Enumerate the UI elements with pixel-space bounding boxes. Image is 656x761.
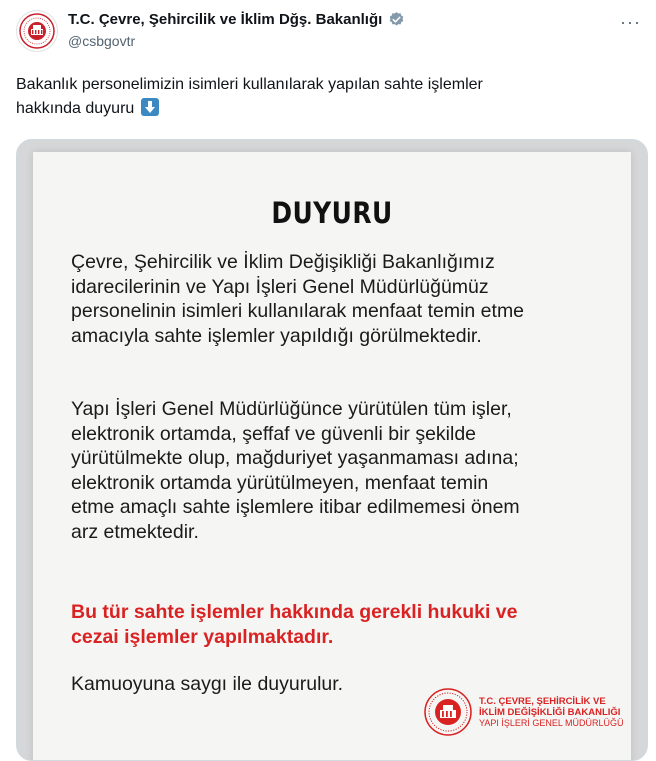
paragraph-line: arz etmektedir. bbox=[71, 520, 199, 543]
paragraph-line: yürütülmekte olup, mağduriyet yaşanmaması adına; bbox=[71, 447, 519, 469]
paragraph-line: etme amaçlı sahte işlemlere itibar edilmemesi önem bbox=[71, 496, 520, 518]
ministry-footer-logo bbox=[423, 687, 624, 737]
footer-line: T.C. ÇEVRE, ŞEHİRCİLİK VE bbox=[479, 695, 606, 707]
account-name-row bbox=[68, 11, 405, 28]
warning-line: Bu tür sahte işlemler hakkında gerekli hukuki ve bbox=[71, 601, 518, 623]
announcement-paragraph-2 bbox=[71, 397, 611, 544]
announcement-card bbox=[33, 152, 631, 761]
paragraph-line: elektronik ortamda, şeffaf ve güvenli bir şekilde bbox=[71, 422, 477, 445]
announcement-warning bbox=[71, 600, 611, 649]
tweet-media-image[interactable] bbox=[16, 139, 648, 761]
paragraph-line: personelinin isimleri kullanılarak menfaat temin etme bbox=[71, 300, 525, 322]
footer-line: YAPI İŞLERİ GENEL MÜDÜRLÜĞÜ bbox=[479, 717, 624, 728]
avatar[interactable] bbox=[16, 10, 58, 52]
tweet-text-line bbox=[16, 97, 636, 121]
announcement-paragraph-1 bbox=[71, 250, 611, 348]
paragraph-line: Yapı İşleri Genel Müdürlüğünce yürütülen tüm işler, bbox=[71, 398, 512, 420]
paragraph-line: Çevre, Şehircilik ve İklim Değişikliği Bakanlığımız bbox=[71, 251, 495, 273]
display-name[interactable]: T.C. Çevre, Şehircilik ve İklim Dğş. Bakanlığı bbox=[68, 11, 383, 28]
account-handle[interactable]: @csbgovtr bbox=[68, 33, 136, 49]
ministry-seal-icon bbox=[423, 687, 473, 737]
more-options-icon[interactable]: ··· bbox=[620, 12, 641, 32]
footer-line: İKLİM DEĞİŞİKLİĞİ BAKANLIĞI bbox=[479, 706, 621, 718]
warning-line: cezai işlemler yapılmaktadır. bbox=[71, 625, 334, 648]
down-arrow-emoji-icon bbox=[141, 98, 159, 116]
paragraph-line: elektronik ortamda yürütülmeyen, menfaat temin bbox=[71, 471, 489, 494]
announcement-title: DUYURU bbox=[271, 196, 393, 230]
paragraph-line: amacıyla sahte işlemler yapıldığı görülmektedir. bbox=[71, 324, 482, 347]
footer-text bbox=[479, 696, 624, 729]
tweet-text-segment: hakkında duyuru bbox=[16, 100, 135, 117]
ministry-seal-icon bbox=[17, 11, 57, 51]
tweet-text-line: Bakanlık personelimizin isimleri kullanılarak yapılan sahte işlemler bbox=[16, 76, 483, 93]
tweet-text bbox=[16, 73, 636, 121]
paragraph-line: idarecilerinin ve Yapı İşleri Genel Müdürlüğümüz bbox=[71, 275, 489, 298]
verified-badge-icon[interactable] bbox=[388, 11, 405, 28]
announcement-closing: Kamuoyuna saygı ile duyurulur. bbox=[71, 673, 344, 695]
